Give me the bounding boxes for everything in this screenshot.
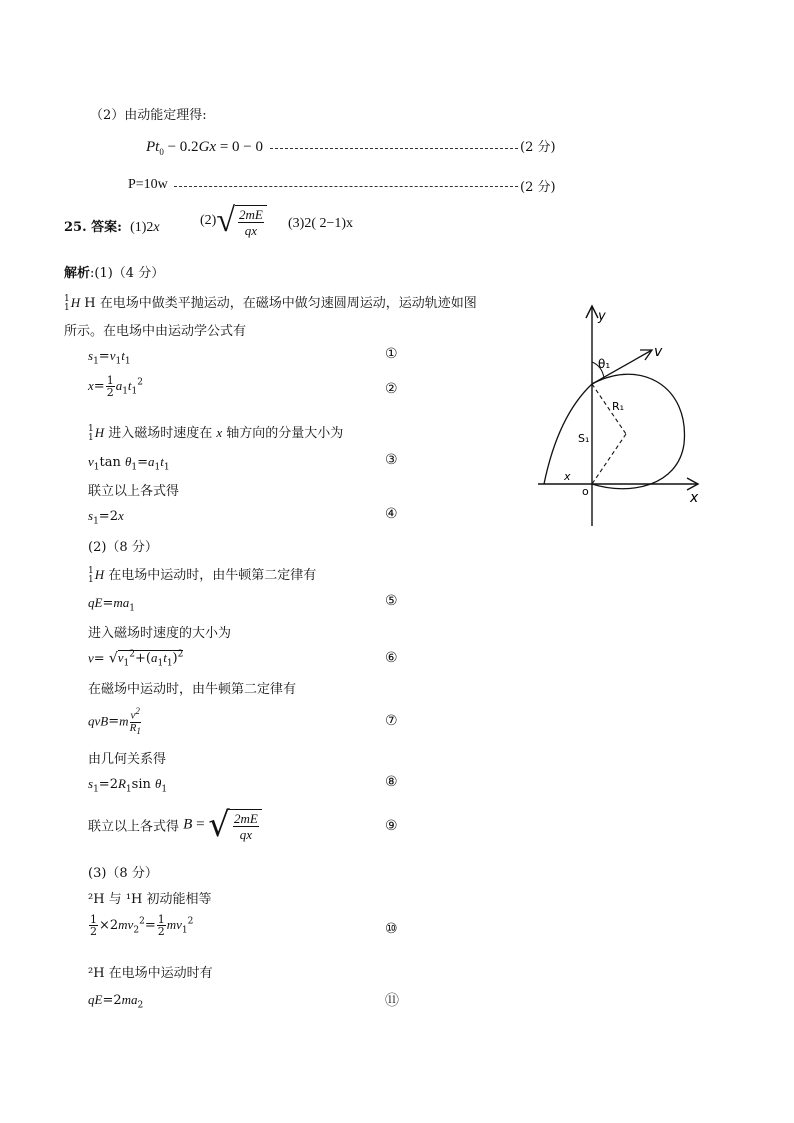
- origin-label: o: [582, 485, 589, 498]
- eq-tan: $v_1\tan$ $\theta_1=a_1t_1$: [88, 454, 170, 473]
- eq-qE-2: $qE=2ma_2$: [88, 992, 144, 1011]
- eq-mark: ③: [385, 452, 398, 468]
- text-combine-1: 联立以上各式得: [88, 484, 180, 499]
- velocity-label: v: [654, 344, 663, 360]
- eq-s1-result: $s_1=2x$: [88, 508, 124, 527]
- dotted-leader: [270, 148, 518, 149]
- prev-eq2: P=10w: [128, 177, 168, 192]
- eq-mark: ⑧: [385, 774, 398, 790]
- eq-s1-sin: $s_1=2R_1\sin$ $\theta_1$: [88, 776, 168, 795]
- eq-v: $v= √v_1^2+(a_1t_1)^2$: [88, 650, 184, 669]
- y-axis-label: y: [598, 309, 606, 324]
- radius-line-2: [592, 434, 626, 484]
- text-newton-1: 1 1 H 在电场中运动时，由牛顿第二定律有: [88, 565, 317, 585]
- eq-mark: ④: [385, 506, 398, 522]
- prev-eq1-score: (2 分): [520, 140, 556, 155]
- q25-label: 25. 答案:: [64, 220, 122, 235]
- eq-mark: ⑥: [385, 650, 398, 666]
- text-2H-field: ²H 在电场中运动时有: [88, 966, 213, 981]
- q25-answer-3: (3)2( 2−1)x: [288, 216, 354, 231]
- text-kinetic-equal: ²H 与 ¹H 初动能相等: [88, 892, 212, 907]
- eq-mark: ⑩: [385, 921, 398, 937]
- radius-label: R₁: [612, 400, 625, 413]
- trajectory-diagram: [530, 296, 710, 532]
- eq-B-result: 联立以上各式得 B = √ $\frac{2mE}{qx}$: [88, 808, 262, 842]
- analysis-intro-1: 1 1 H H 在电场中做类平抛运动，在磁场中做匀速圆周运动，运动轨迹如图: [64, 293, 477, 313]
- prev-eq2-score: (2 分): [520, 180, 556, 195]
- eq-mark: ①: [385, 346, 398, 362]
- eq-qE: $qE=ma_1$: [88, 595, 135, 614]
- x-axis-label: x: [690, 490, 699, 506]
- eq-mark: ⑨: [385, 818, 398, 834]
- analysis-intro-2: 所示。在电场中由运动学公式有: [64, 324, 247, 339]
- velocity-arrowhead: [640, 350, 652, 360]
- x-distance-label: x: [564, 470, 571, 483]
- theta-label: θ₁: [598, 357, 611, 371]
- q25-answer-2: (2) √ $\frac{2mE}{qx}$: [200, 204, 267, 238]
- eq-qvB: qvB=m $\frac{v^2}{R_1}$: [88, 706, 141, 736]
- eq-mark: ⑪: [385, 993, 399, 1009]
- text-speed: 进入磁场时速度的大小为: [88, 626, 232, 641]
- prev-eq1: $Pt_0 - 0.2Gx = 0 - 0$: [146, 139, 263, 157]
- eq-mark: ②: [385, 381, 398, 397]
- sec3-label: (3)（8 分）: [88, 866, 158, 881]
- eq-mark: ⑤: [385, 593, 398, 609]
- prev-part2-heading: （2）由动能定理得:: [90, 108, 207, 123]
- s1-label: S₁: [578, 432, 590, 445]
- text-vx-component: 1 1 H 进入磁场时速度在 x 轴方向的分量大小为: [88, 423, 344, 443]
- sec2-label: (2)（8 分）: [88, 540, 158, 555]
- q25-answer-row: 25. 答案: (1)2x: [64, 220, 160, 235]
- analysis-label: 解析:(1)（4 分）: [64, 266, 165, 281]
- text-geometry: 由几何关系得: [88, 752, 167, 767]
- eq-x: x= $\frac{1}{2}$ $a_1t_1^2$: [88, 374, 144, 399]
- eq-kinetic: $\frac{1}{2}$ $\times 2mv_2^2=$ $\frac{1}{2}$ $mv_1^2$: [90, 913, 194, 938]
- eq-mark: ⑦: [385, 713, 398, 729]
- eq-s1: $s_1=v_1t_1$: [88, 348, 131, 367]
- text-newton-2: 在磁场中运动时，由牛顿第二定律有: [88, 682, 297, 697]
- circle-path: [592, 374, 684, 488]
- dotted-leader: [174, 186, 518, 187]
